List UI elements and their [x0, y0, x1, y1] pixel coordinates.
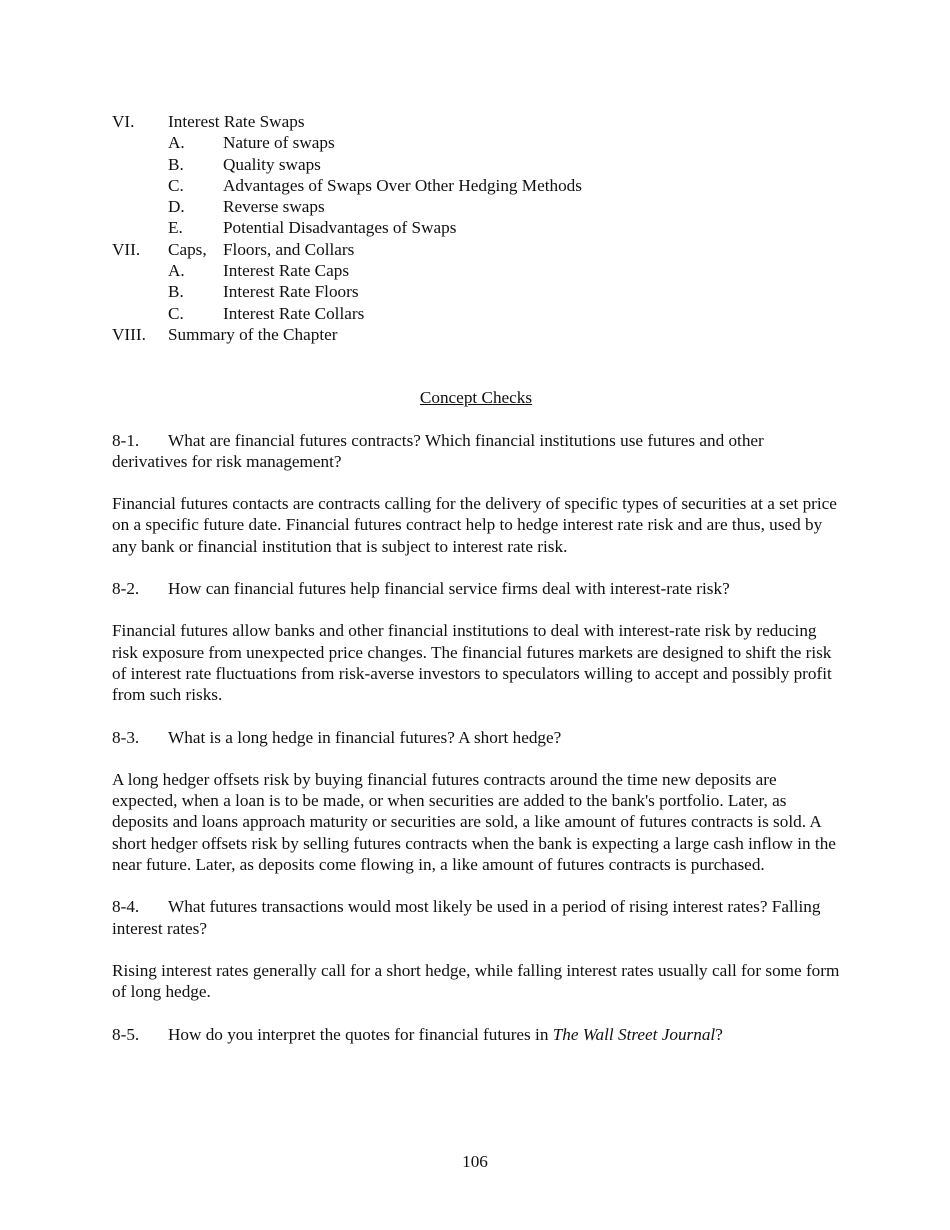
outline-title: Summary of the Chapter [168, 324, 338, 344]
concept-checks-heading: Concept Checks [419, 388, 533, 408]
outline-letter: A. [168, 133, 185, 153]
journal-title: The Wall Street Journal [552, 1024, 716, 1044]
outline-section-vii [112, 239, 840, 260]
outline-item-text: Nature of swaps [223, 133, 335, 153]
answer: Financial futures allow banks and other financial institutions to deal with interest-rate risk by reducing risk exposure from unexpected price changes. The financial futures markets are designed to shift the risk of interest rate fluctuations from risk-averse investors to speculators willing to accept and possibly profit from such risks. [112, 621, 832, 705]
document-page [112, 111, 840, 1045]
question [112, 578, 840, 599]
outline-item-text: Potential Disadvantages of Swaps [223, 218, 457, 238]
page-number: 106 [462, 1152, 488, 1171]
question [112, 1024, 840, 1045]
outline-title: Interest Rate Swaps [168, 112, 305, 131]
outline-item [112, 132, 840, 153]
question-number: 8-1. [112, 430, 140, 450]
outline-item-text: Advantages of Swaps Over Other Hedging Methods [223, 175, 582, 195]
outline-item [112, 154, 840, 175]
outline-title-rest: Floors, and Collars [223, 239, 355, 259]
outline-letter: B. [168, 282, 184, 302]
outline-item-text: Interest Rate Floors [223, 282, 359, 302]
outline-item-text: Interest Rate Collars [223, 303, 365, 323]
outline-number: VIII. [112, 324, 146, 344]
question-text: What futures transactions would most likely be used in a period of rising interest rates? Falling interest rates? [112, 897, 821, 938]
outline-item [112, 196, 840, 217]
question-number: 8-4. [112, 897, 140, 917]
question-number: 8-3. [112, 727, 140, 747]
outline-letter: E. [168, 218, 183, 238]
outline-item [112, 303, 840, 324]
answer: Financial futures contacts are contracts calling for the delivery of specific types of securities at a set price on a specific future date. Financial futures contract help to hedge interest rate risk and are thus, used by any bank or financial institution that is subject to interest rate risk. [112, 494, 837, 556]
question-text: What is a long hedge in financial futures? A short hedge? [168, 727, 562, 747]
outline-number: VII. [112, 239, 141, 259]
outline-letter: B. [168, 154, 184, 174]
outline-title-word: Caps, [168, 239, 207, 259]
outline-item [112, 260, 840, 281]
outline-letter: A. [168, 261, 185, 281]
outline-letter: C. [168, 303, 184, 323]
outline-section-vi [112, 111, 840, 132]
question [112, 727, 840, 748]
question-number: 8-5. [112, 1024, 140, 1044]
outline-letter: D. [168, 197, 185, 217]
question-text: What are financial futures contracts? Which financial institutions use futures and other derivatives for risk management? [112, 430, 764, 471]
outline-number: VI. [112, 112, 135, 131]
section-heading [112, 387, 840, 408]
answer: Rising interest rates generally call for a short hedge, while falling interest rates usually call for some form of long hedge. [112, 960, 840, 1002]
outline-item [112, 175, 840, 196]
question-text: How do you interpret the quotes for financial futures in [168, 1024, 553, 1044]
outline-item [112, 217, 840, 238]
question [112, 430, 840, 473]
question-text-end: ? [715, 1024, 723, 1044]
outline-section-viii [112, 324, 840, 345]
question-text: How can financial futures help financial service firms deal with interest-rate risk? [168, 579, 730, 599]
answer: A long hedger offsets risk by buying financial futures contracts around the time new deposits are expected, when a loan is to be made, or when securities are added to the bank's portfolio. Later, as deposits and loans approach maturity or securities are sold, a like amount of futures contracts is sold. A short hedger offsets risk by selling futures contracts when the bank is expecting a large cash inflow in the near future. Later, as deposits come flowing in, a like amount of futures contracts is purchased. [112, 769, 836, 875]
outline-item-text: Reverse swaps [223, 197, 325, 217]
question [112, 896, 840, 939]
outline-item [112, 281, 840, 302]
question-number: 8-2. [112, 579, 140, 599]
outline-item-text: Quality swaps [223, 154, 321, 174]
outline-item-text: Interest Rate Caps [223, 261, 350, 281]
outline-letter: C. [168, 175, 184, 195]
